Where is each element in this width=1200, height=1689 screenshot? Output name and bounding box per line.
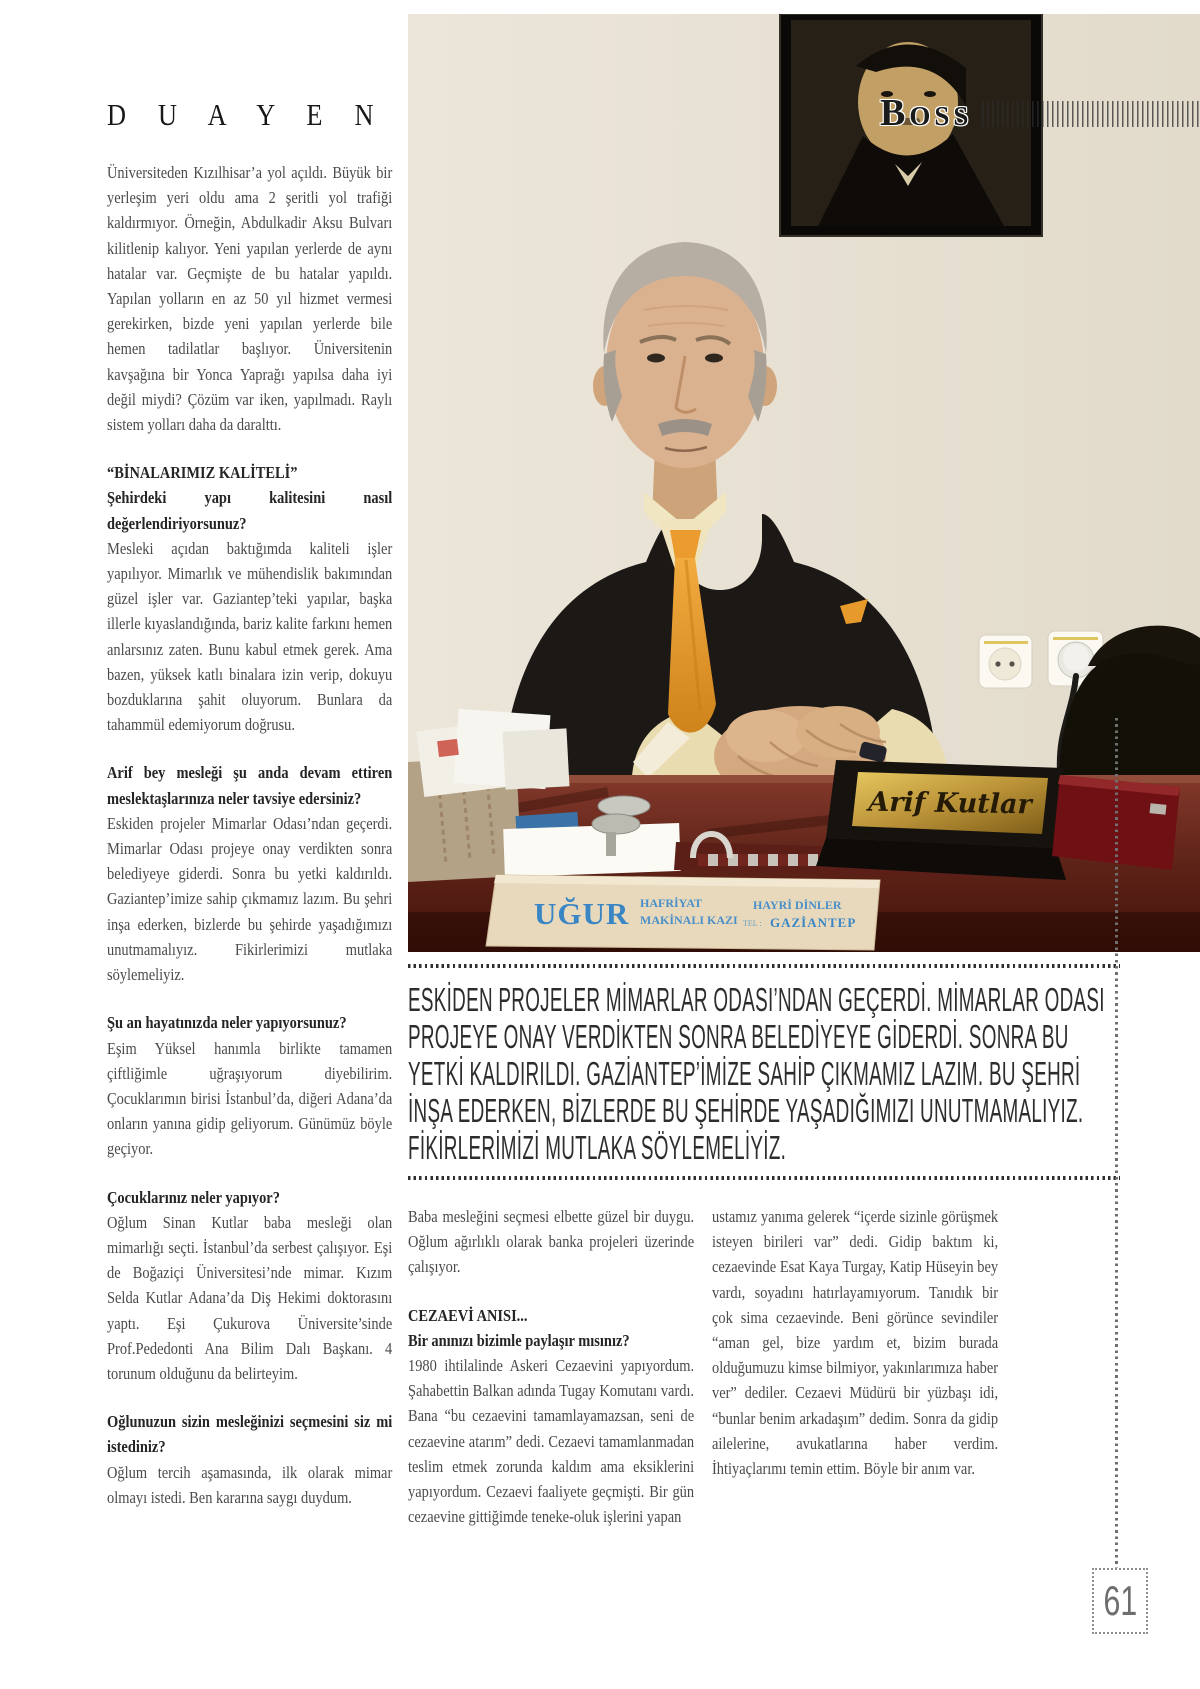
quote-line: FİKİRLERİMİZİ MUTLAKA SÖYLEMELİYİZ. — [408, 1129, 787, 1166]
section-tavsiye — [107, 760, 392, 987]
nameplate — [816, 760, 1066, 880]
interview-answer: 1980 ihtilalinde Askeri Cezaevini yapıyordum. Şahabettin Balkan adında Tugay Komutanı vardı. Bana “bu cezaevini tamamlayamazsan, seni de cezaevine atarım” dedi. Cezaevi tamamlanmadan teslim etmek zorunda kaldım ama eksiklerini yapıyordum. Cezaevi faaliyete geçmişti. Bir gün cezaevine gittiğimde teneke-oluk işlerini yapan — [408, 1356, 695, 1527]
middle-column — [408, 1204, 694, 1529]
dotted-vertical-line — [1115, 718, 1118, 1568]
quote-line: PROJEYE ONAY VERDİKTEN SONRA BELEDİYEYE GİDERDİ. SONRA BU — [408, 1018, 1069, 1055]
interview-question: Çocuklarınız neler yapıyor? — [107, 1187, 280, 1207]
section-hayat — [107, 1010, 392, 1161]
interview-answer: Eskiden projeler Mimarlar Odası’ndan geçerdi. Mimarlar Odası projeye onay verdikten sonra belediyeye giderdi. Sonra bu yetki kaldırıldı. Gaziantep’imize sahip çıkmamız lazım. Bu şehri inşa ederken, bizlerde bu şehirde yaşadığımızı unutmamalıyız. Fikirlerimizi mutlaka söylemeliyiz. — [107, 813, 393, 985]
dotted-divider-top — [408, 964, 1120, 968]
sign-right2: GAZİANTEP — [770, 915, 857, 930]
pull-quote-text — [408, 981, 1120, 1166]
pull-quote — [408, 981, 1120, 1166]
interview-answer: Eşim Yüksel hanımla birlikte tamamen çiftliğimle uğraşıyorum diyebilirim. Çocuklarımın birisi İstanbul’da, diğeri Adana’da onların yanına gidip geliyorum. Günümüz böyle geçiyor. — [107, 1038, 393, 1159]
section-binalarimiz — [107, 460, 392, 737]
page-number: 61 — [1103, 1577, 1137, 1624]
sign-line1: HAFRİYAT — [640, 896, 703, 910]
section-heading: “BİNALARIMIZ KALİTELİ” — [107, 463, 298, 483]
quote-line: ESKİDEN PROJELER MİMARLAR ODASI’NDAN GEÇERDİ. MİMARLAR ODASI — [408, 981, 1105, 1018]
quote-line: İNŞA EDERKEN, BİZLERDE BU ŞEHİRDE YAŞADIĞIMIZI UNUTMAMALIYIZ. — [408, 1092, 1084, 1129]
boss-logo-row — [880, 92, 1200, 134]
section-label: D U A Y E N — [107, 97, 387, 132]
right-column — [712, 1204, 998, 1481]
barcode-graphic — [982, 101, 1200, 127]
intro-paragraph: Üniversiteden Kızılhisar’a yol açıldı. Büyük bir yerleşim yeri oldu ama 2 şeritli yol trafiği kaldırmıyor. Örneğin, Abdulkadir Aksu Bulvarı kilitlenip kalıyor. Yeni yapılan yerlerde de aynı hatalar var. Geçmişte de bu hatalar yapıldı. Yapılan yolların en az 50 yıl hizmet vermesi gerekirken, bizde yeni yapılan yerlerde bile hemen tadilatlar başlıyor. Üniversitenin kavşağına bir Yonca Yaprağı yapılsa daha iyi değil miydi? Çözüm var iken, yapılmadı. Raylı sistem yolları daha da daralttı. — [107, 163, 393, 435]
interview-question: Arif bey mesleği şu anda devam ettiren meslektaşlarınıza neler tavsiye edersiniz? — [107, 763, 393, 808]
section-oglunuz — [107, 1409, 392, 1510]
sign-brand: UĞUR — [534, 896, 630, 931]
dotted-divider-bottom — [408, 1176, 1120, 1180]
interview-photo — [408, 14, 1200, 952]
interview-answer: Oğlum Sinan Kutlar baba mesleği olan mimarlığı seçti. İstanbul’da serbest çalışıyor. Eşi de Boğaziçi Üniversitesi’nde mimar. Kızım Selda Kutlar Adana’da Diş Hekimi doktorasını yaptı. Eşi Çukurova Üniversite’sinde Prof.Pededonti Ana Bilim Dalı Başkanı. 4 torunum olduğunu da belirteyim. — [107, 1212, 393, 1383]
sign-line2: MAKİNALI KAZI — [640, 913, 738, 927]
interview-question: Şu an hayatınızda neler yapıyorsunuz? — [107, 1013, 347, 1033]
photo-illustration — [408, 14, 1200, 952]
section-cezaevi — [408, 1303, 694, 1530]
left-column — [107, 97, 392, 1510]
interview-answer: Oğlum tercih aşamasında, ilk olarak mimar olmayı istedi. Ben kararına saygı duydum. — [107, 1462, 393, 1507]
middle-paragraph: Baba mesleğini seçmesi elbette güzel bir duygu. Oğlum ağırlıklı olarak banka projeleri üzerinde çalışıyor. — [408, 1207, 695, 1277]
page-number-box — [1092, 1568, 1148, 1634]
pull-quote-block — [408, 950, 1120, 1180]
right-paragraph: ustamız yanıma gelerek “içerde sizinle görüşmek isteyen birileri var” dedi. Gidip baktım ki, cezaevinde Esat Kaya Turgay, Katip Hüseyin bey vardı, soyadını hatırlayamıyorum. Tanıdık bir çok sima cezaevinde. Beni görünce sevindiler “aman gel, bize yardım et, bizim burada olduğumuzu kimse bilmiyor, yakınlarımıza haber ver” dediler. Cezaevi Müdürü bir yüzbaşı idi, “bunlar benim arkadaşım” dedim. Sonra da gidip ailelerine, avukatlarına haber verdim. İhtiyaçlarımı temin ettim. Böyle bir anım var. — [712, 1207, 999, 1479]
interview-question: Oğlunuzun sizin mesleğinizi seçmesini siz mi istediniz? — [107, 1412, 393, 1457]
section-heading: CEZAEVİ ANISI... — [408, 1305, 528, 1325]
ugur-desk-sign — [486, 875, 880, 950]
sign-right1: HAYRİ DİNLER — [753, 898, 842, 912]
nameplate-text: Arif Kutlar — [868, 786, 1033, 821]
quote-line: YETKİ KALDIRILDI. GAZİANTEP’İMİZE SAHİP ÇIKMAMIZ LAZIM. BU ŞEHRİ — [408, 1055, 1081, 1092]
interview-question: Şehirdeki yapı kalitesini nasıl değerlendiriyorsunuz? — [107, 488, 393, 533]
sign-tel: TEL : — [743, 919, 762, 928]
interview-answer: Mesleki açıdan baktığımda kaliteli işler yapılıyor. Mimarlık ve mühendislik bakımından güzel işler var. Gaziantep’teki yapılar, başka illerle kıyaslandığında, bariz kalite farkını hemen anlarsınız zaten. Bunu kabul etmek gerek. Ama bazen, yüksek katlı binalara izin verip, dokuyu bozduklarına şahit oluyorum. Bunlara da tahammül edemiyorum doğrusu. — [107, 538, 393, 735]
boss-logo: Boss — [880, 92, 973, 134]
section-cocuklar — [107, 1185, 392, 1387]
interview-question: Bir anınızı bizimle paylaşır mısınız? — [408, 1330, 630, 1350]
